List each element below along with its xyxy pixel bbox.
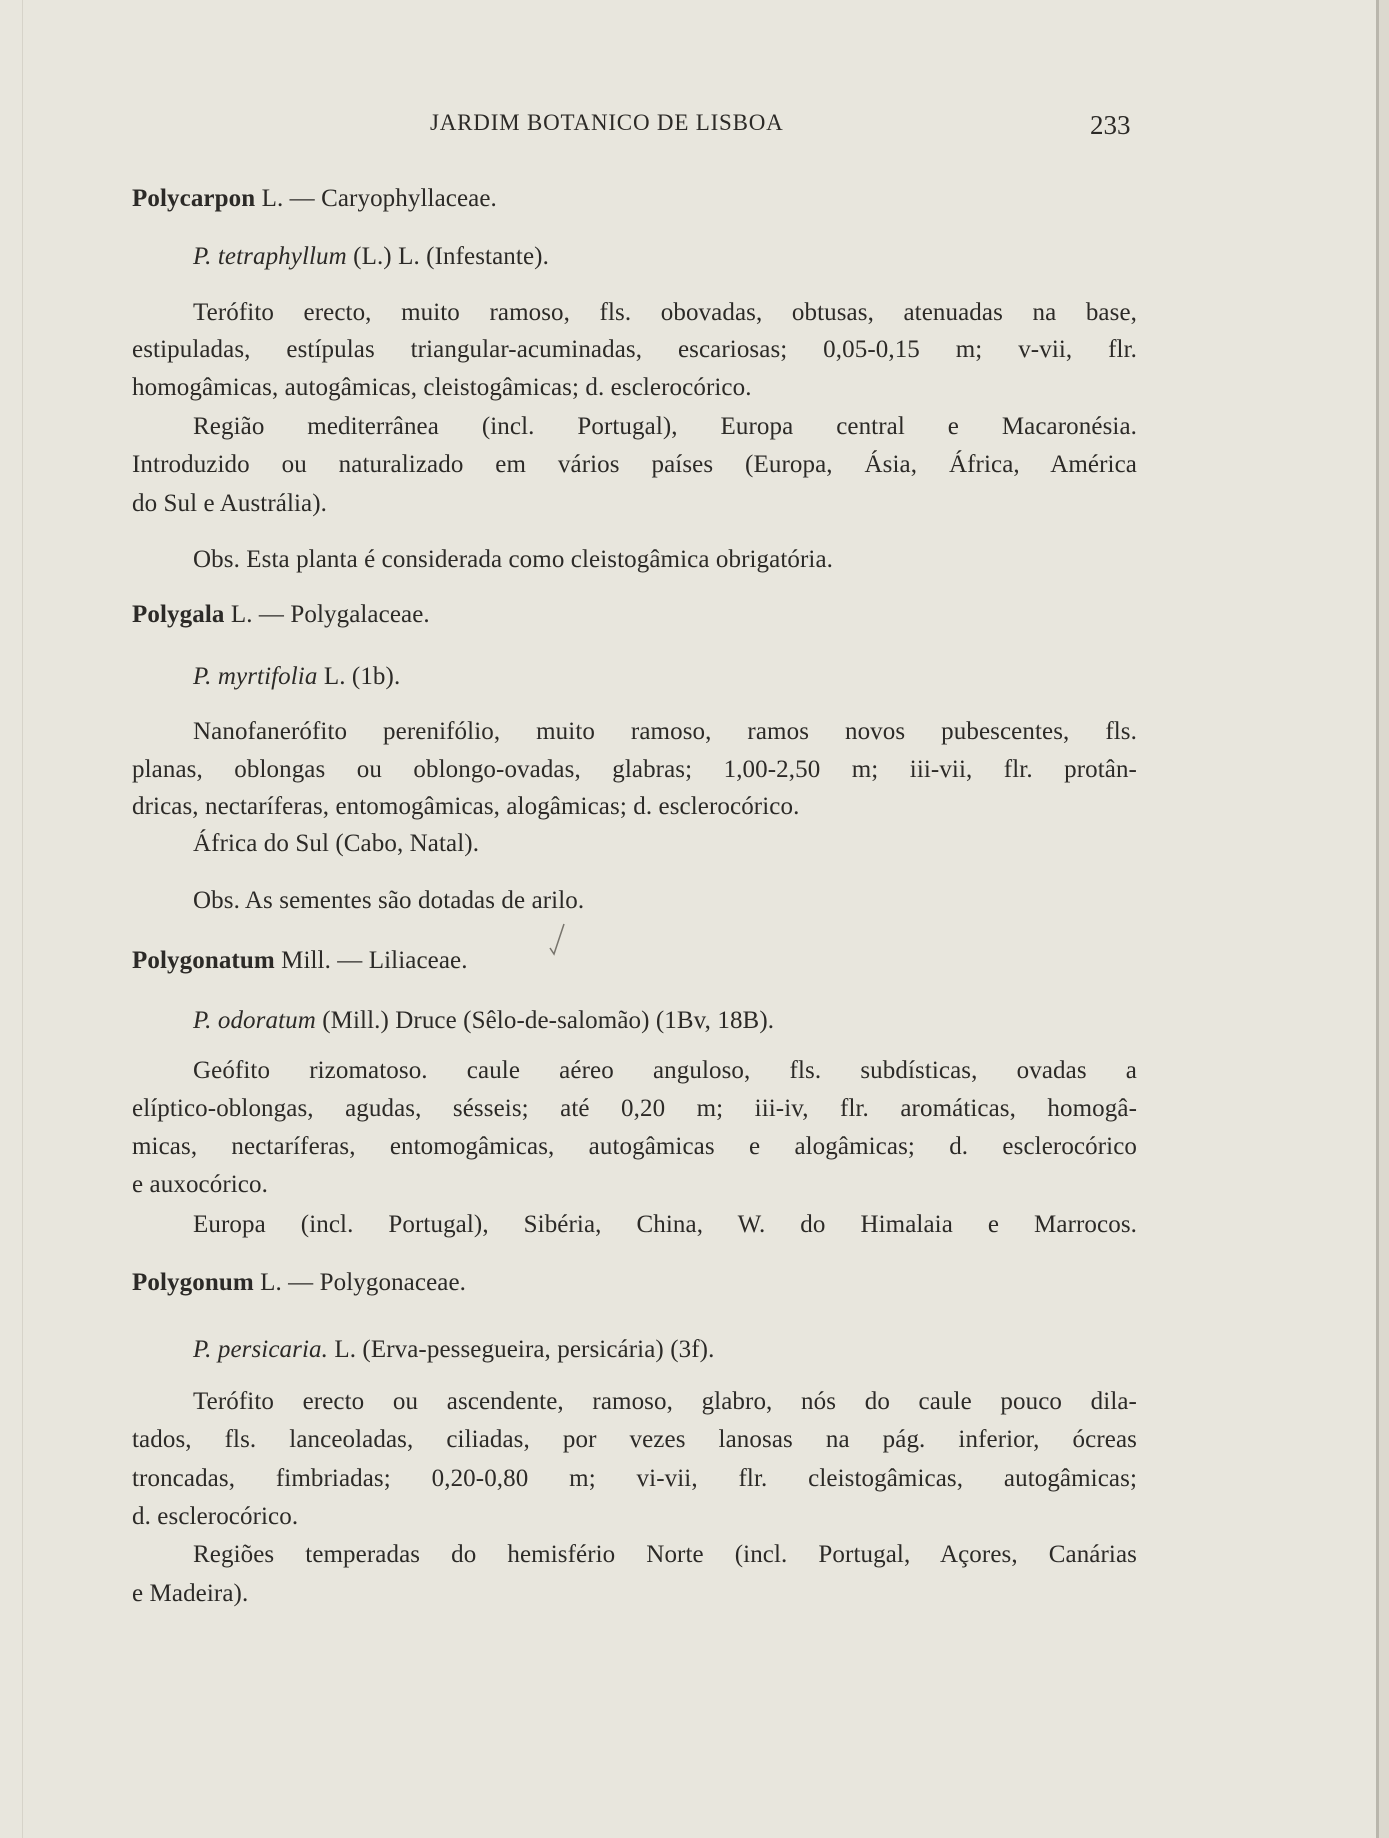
- species-heading: [193, 242, 1137, 272]
- description-line: tados, fls. lanceoladas, ciliadas, por vezes lanosas na pág. inferior, ócreas: [132, 1426, 1137, 1453]
- description-line: Terófito erecto, muito ramoso, fls. obovadas, obtusas, atenuadas na base,: [193, 299, 1137, 326]
- observation: Obs. Esta planta é considerada como cleistogâmica obrigatória.: [193, 546, 834, 573]
- description-line: micas, nectaríferas, entomogâmicas, autogâmicas e alogâmicas; d. esclerocórico: [132, 1133, 1137, 1160]
- distribution-line: Europa (incl. Portugal), Sibéria, China, W. do Himalaia e Marrocos.: [193, 1211, 1137, 1238]
- species-heading: [193, 1006, 1137, 1036]
- handwritten-check-mark-icon: [548, 922, 568, 956]
- description-line: homogâmicas, autogâmicas, cleistogâmicas; d. esclerocórico.: [132, 374, 752, 401]
- genus-heading: [132, 1268, 1137, 1298]
- genus-family: L. — Caryophyllaceae.: [255, 185, 497, 212]
- description-line: Nanofanerófito perenifólio, muito ramoso, ramos novos pubescentes, fls.: [193, 718, 1137, 745]
- distribution-line: e Madeira).: [132, 1580, 249, 1607]
- species-name: P. persicaria.: [193, 1336, 328, 1363]
- description-line: dricas, nectaríferas, entomogâmicas, alogâmicas; d. esclerocórico.: [132, 793, 800, 820]
- genus-heading: [132, 600, 1137, 630]
- species-authority: (Mill.) Druce (Sêlo-de-salomão) (1Bv, 18B).: [315, 1007, 775, 1034]
- species-name: P. myrtifolia: [193, 663, 318, 690]
- page-margin: [1379, 0, 1389, 1838]
- genus-heading: [132, 946, 1137, 976]
- genus-family: Mill. — Liliaceae.: [274, 947, 468, 974]
- distribution-line: Introduzido ou naturalizado em vários países (Europa, Ásia, África, América: [132, 451, 1137, 478]
- species-authority: L. (1b).: [317, 663, 401, 690]
- running-header: JARDIM BOTANICO DE LISBOA: [430, 110, 784, 135]
- description-line: Terófito erecto ou ascendente, ramoso, glabro, nós do caule pouco dila-: [193, 1388, 1137, 1415]
- species-name: P. odoratum: [193, 1007, 316, 1034]
- genus-name: Polygonatum: [132, 947, 275, 974]
- observation: Obs. As sementes são dotadas de arilo.: [193, 887, 585, 914]
- description-line: planas, oblongas ou oblongo-ovadas, glabras; 1,00-2,50 m; iii-vii, flr. protân-: [132, 756, 1137, 783]
- genus-heading: [132, 184, 1137, 214]
- page-left-edge: [22, 0, 23, 1838]
- genus-name: Polygonum: [132, 1269, 254, 1296]
- description-line: d. esclerocórico.: [132, 1503, 299, 1530]
- distribution-line: África do Sul (Cabo, Natal).: [193, 830, 480, 857]
- genus-name: Polygala: [132, 601, 225, 628]
- description-line: troncadas, fimbriadas; 0,20-0,80 m; vi-vii, flr. cleistogâmicas, autogâmicas;: [132, 1465, 1137, 1492]
- species-authority: L. (Erva-pessegueira, persicária) (3f).: [327, 1336, 715, 1363]
- description-line: e auxocórico.: [132, 1171, 268, 1198]
- genus-name: Polycarpon: [132, 185, 256, 212]
- distribution-line: do Sul e Austrália).: [132, 490, 328, 517]
- genus-family: L. — Polygalaceae.: [224, 601, 430, 628]
- species-heading: [193, 1335, 1137, 1365]
- species-authority: (L.) L. (Infestante).: [346, 243, 549, 270]
- description-line: elíptico-oblongas, agudas, sésseis; até 0,20 m; iii-iv, flr. aromáticas, homogâ-: [132, 1095, 1137, 1122]
- distribution-line: Regiões temperadas do hemisfério Norte (incl. Portugal, Açores, Canárias: [193, 1541, 1137, 1568]
- species-name: P. tetraphyllum: [193, 243, 347, 270]
- page-number: 233: [1090, 110, 1131, 140]
- species-heading: [193, 662, 1137, 692]
- description-line: Geófito rizomatoso. caule aéreo anguloso, fls. subdísticas, ovadas a: [193, 1057, 1137, 1084]
- description-line: estipuladas, estípulas triangular-acuminadas, escariosas; 0,05-0,15 m; v-vii, flr.: [132, 336, 1137, 363]
- genus-family: L. — Polygonaceae.: [253, 1269, 467, 1296]
- distribution-line: Região mediterrânea (incl. Portugal), Europa central e Macaronésia.: [193, 413, 1137, 440]
